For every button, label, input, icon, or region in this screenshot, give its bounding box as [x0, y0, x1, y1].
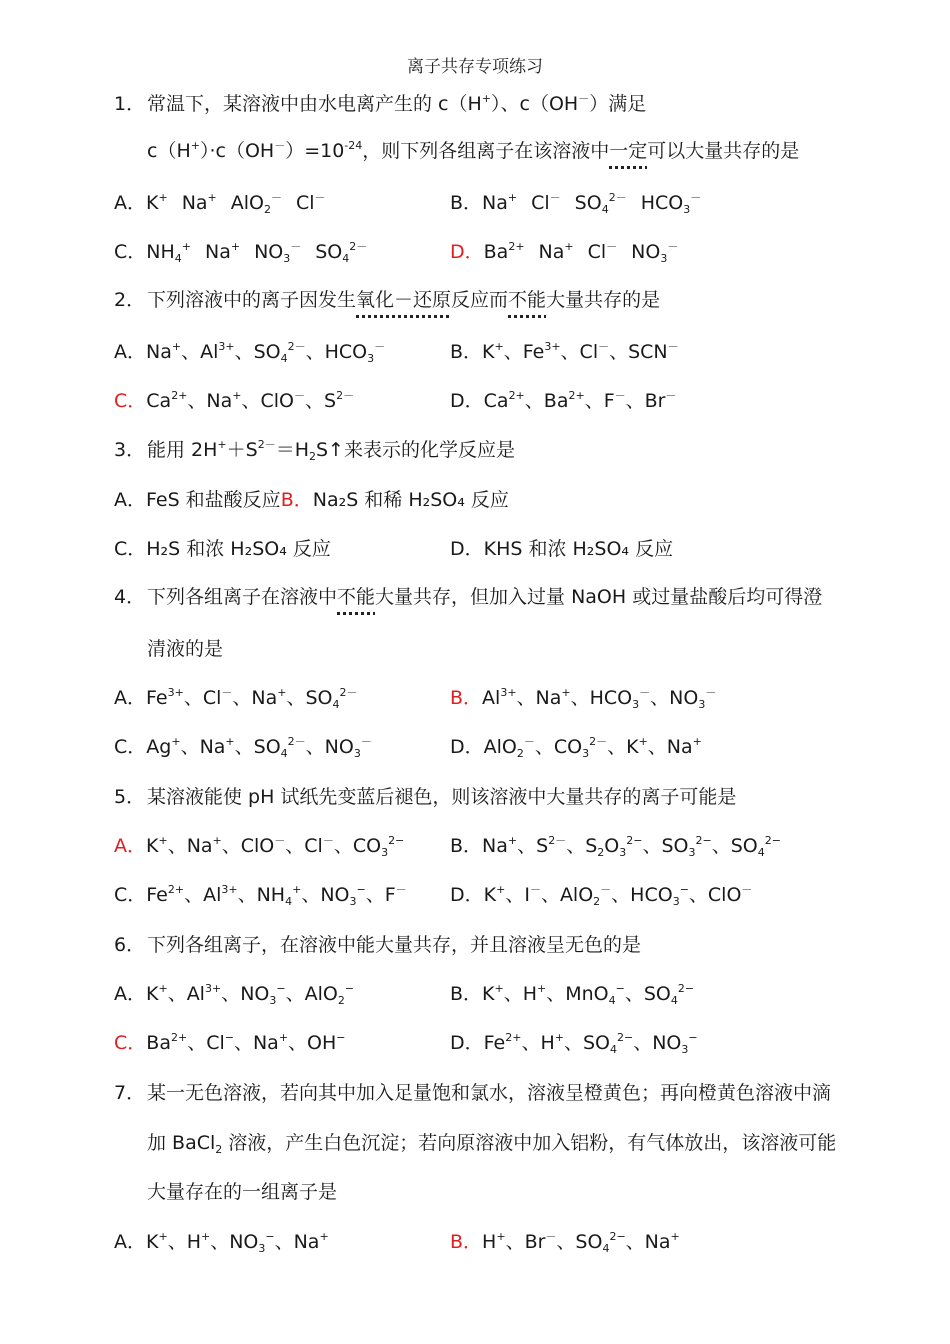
question-1-stem: 1． 常温下，某溶液中由水电离产生的 c（H+）、c（OH－）满足: [114, 92, 647, 115]
answer-marker: C．: [114, 1032, 147, 1054]
question-5-stem: 5． 某溶液能使 pH 试纸先变蓝后褪色，则该溶液中大量共存的离子可能是: [114, 786, 737, 808]
question-4-stem: 4． 下列各组离子在溶液中不能大量共存，但加入过量 NaOH 或过量盐酸后均可得澄: [114, 586, 823, 608]
q3-option-a: A．FeS 和盐酸反应B．Na₂S 和稀 H₂SO₄ 反应: [114, 489, 509, 511]
q1-option-d: D．$Ba^{2+}$ Na+ Cl－ $NO_3^-$: [450, 240, 679, 265]
q4-option-c: C．Ag+、Na+、$SO_4^{2-}$、$NO_3^-$: [114, 735, 372, 760]
page-title: 离子共存专项练习: [407, 57, 543, 77]
q7-option-a: A．K+、H+、$NO_3^-$、Na+: [114, 1230, 329, 1255]
q7-option-b: B．H+、Br－、$SO_4^{2-}$、Na+: [450, 1230, 680, 1255]
emphasis-dots: 氧化－还原: [356, 289, 452, 311]
answer-marker: B．: [450, 687, 483, 709]
question-7-stem-line2: 加 BaCl$_2$ 溶液，产生白色沉淀；若向原溶液中加入铝粉，有气体放出，该溶液可能: [147, 1132, 837, 1156]
q6-option-a: A．K+、$Al^{3+}$、$NO_3^-$、AlO$_2$−: [114, 982, 355, 1007]
q4-option-a: A．$Fe^{3+}$、Cl－、Na+、$SO_4^{2-}$: [114, 686, 358, 711]
q6-option-c: C．$Ba^{2+}$、Cl−、Na+、OH−: [114, 1031, 346, 1054]
answer-marker: D．: [450, 241, 484, 263]
q1-option-b: B．Na+ Cl－ $SO_4^{2-}$ $HCO_3^-$: [450, 191, 702, 216]
answer-marker: C．: [114, 390, 147, 412]
answer-marker: B．: [450, 1231, 483, 1253]
q6-option-d: D．$Fe^{2+}$、H+、$SO_4^{2-}$、$NO_3^-$: [450, 1031, 698, 1056]
q1-option-c: C．$NH_4^+$ Na+ $NO_3^-$ $SO_4^{2-}$: [114, 240, 368, 265]
emphasis-dots: 不能: [337, 586, 376, 608]
question-2-stem: 2． 下列溶液中的离子因发生氧化－还原反应而不能大量共存的是: [114, 289, 661, 311]
question-7-stem: 7． 某一无色溶液，若向其中加入足量饱和氯水，溶液呈橙黄色；再向橙黄色溶液中滴: [114, 1082, 832, 1104]
q2-option-b: B．K+、$Fe^{3+}$、Cl－、SCN－: [450, 340, 679, 363]
question-6-stem: 6． 下列各组离子，在溶液中能大量共存，并且溶液呈无色的是: [114, 934, 642, 956]
q3-option-d: D．KHS 和浓 H₂SO₄ 反应: [450, 538, 674, 560]
q5-option-a: A．K+、Na+、ClO－、Cl－、$CO_3^{2-}$: [114, 834, 405, 859]
answer-marker: B．: [280, 489, 313, 511]
q5-option-b: B．Na+、$S^{2-}$、$S_2O_3^{2-}$、$SO_3^{2-}$、$SO_4^{2-}$: [450, 834, 781, 859]
question-7-stem-line3: 大量存在的一组离子是: [147, 1181, 338, 1203]
q6-option-b: B．K+、H+、MnO$_4$−、$SO_4^{2-}$: [450, 982, 695, 1007]
q4-option-d: D．AlO$_2$－、$CO_3^{2-}$、K+、Na+: [450, 735, 702, 760]
q2-option-c: C．$Ca^{2+}$、Na+、ClO－、$S^{2-}$: [114, 389, 355, 412]
q2-option-a: A．Na+、$Al^{3+}$、$SO_4^{2-}$、$HCO_3^-$: [114, 340, 386, 365]
question-3-stem: 3． 能用 $2H^++S^{2-}=H_2S↑$来表示的化学反应是: [114, 438, 515, 463]
question-4-stem-line2: 清液的是: [147, 638, 224, 660]
question-1-stem-line2: $c(H^+)\cdot c(OH^-)=10^{-24}$，则下列各组离子在该溶液中一定可以大量共存的是: [147, 139, 800, 162]
q2-option-d: D．$Ca^{2+}$、$Ba^{2+}$、F－、Br－: [450, 389, 677, 412]
answer-marker: A．: [114, 835, 146, 857]
q4-option-b: B．$Al^{3+}$、Na+、$HCO_3^-$、$NO_3^-$: [450, 686, 717, 711]
emphasis-dots: 一定: [609, 140, 648, 162]
q1-option-a: A．K+ Na+ AlO$_2$－ Cl－: [114, 191, 326, 216]
q5-option-c: C．$Fe^{2+}$、$Al^{3+}$、$NH_4^+$、$NO_3^-$、F－: [114, 883, 407, 908]
q3-option-c: C．H₂S 和浓 H₂SO₄ 反应: [114, 538, 331, 560]
q5-option-d: D．K+、I－、AlO$_2$－、$HCO_3^-$、ClO－: [450, 883, 753, 908]
emphasis-dots: 不能: [508, 289, 547, 311]
